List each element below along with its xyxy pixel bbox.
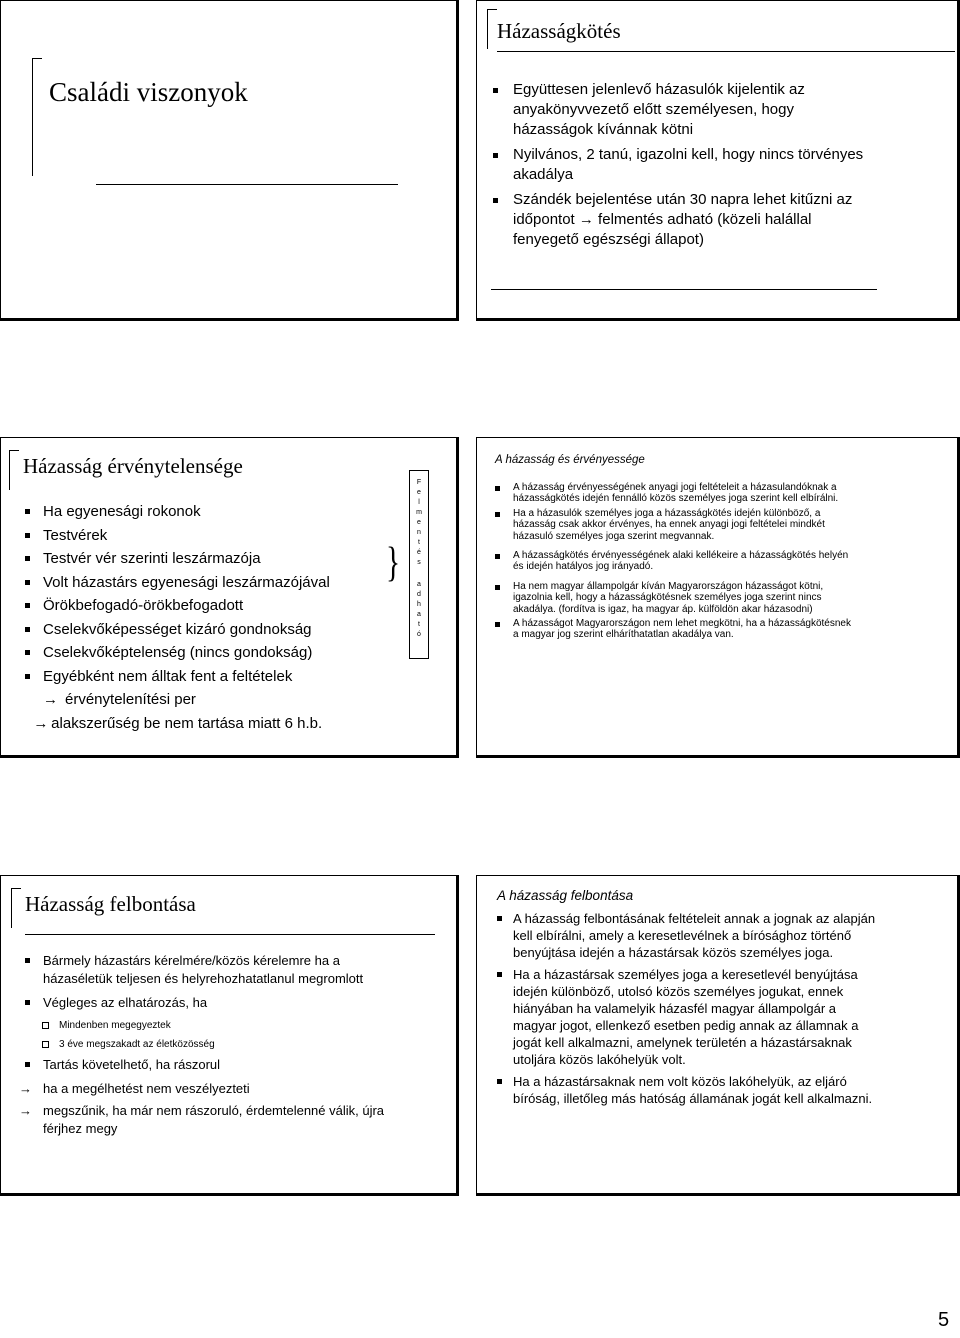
list-item: Nyilvános, 2 tanú, igazolni kell, hogy nincs törvényes akadálya	[493, 145, 873, 185]
side-label-letter: l	[418, 499, 420, 506]
slide-title: Házasság felbontása	[25, 892, 196, 916]
right-arrow-icon: →	[19, 1081, 32, 1096]
list-item: Ha egyenesági rokonok	[25, 500, 425, 524]
square-bullet-icon	[25, 1000, 30, 1005]
side-label-letter: t	[418, 539, 420, 546]
side-label-letter: ó	[417, 631, 421, 638]
side-label-letter: a	[417, 581, 421, 588]
arrow-line: → ha a megélhetést nem veszélyezteti	[19, 1081, 250, 1096]
list-item: Örökbefogadó-örökbefogadott	[25, 594, 425, 618]
title-frame-top-tick	[32, 58, 42, 59]
square-bullet-icon	[25, 650, 30, 655]
square-bullet-icon	[25, 674, 30, 679]
square-bullet-icon	[495, 585, 500, 590]
bullet-list	[493, 80, 873, 255]
sub-list-item: 3 éve megszakadt az életközösség	[25, 1037, 405, 1052]
hollow-square-bullet-icon	[42, 1022, 49, 1029]
side-label-letter: m	[416, 509, 422, 516]
right-arrow-icon: →	[43, 691, 58, 708]
arrow-line: → érvénytelenítési per	[25, 688, 425, 712]
side-label-letter: é	[417, 549, 421, 556]
list-item: A házasság felbontásának feltételeit annak a jognak az alapján kell elbírálni, amely a keresetlevélnek a bírósághoz történő benyújtása idején a házastársak közös személyes joga.	[497, 910, 877, 961]
slide-title: Házasságkötés	[497, 19, 621, 43]
side-label-letter: s	[417, 559, 421, 566]
side-label-letter: t	[418, 621, 420, 628]
title-frame-left	[11, 888, 12, 928]
list-item: Bármely házastárs kérelmére/közös kérelemre ha a házaséletük teljesen és helyrehozhatatlanul megromlott	[25, 952, 405, 988]
list-item: A házasságkötés érvényességének alaki kellékeire a házasságkötés helyén és idején hatályos jog irányadó.	[495, 550, 855, 573]
slide-hazassag-es-ervenyessege	[476, 437, 960, 758]
square-bullet-icon	[25, 580, 30, 585]
square-bullet-icon	[495, 486, 500, 491]
page-number: 5	[938, 1309, 950, 1331]
slide-hazassag-ervenytelensege	[0, 437, 459, 758]
square-bullet-icon	[497, 1079, 502, 1084]
sub-list-item: Mindenben megegyeztek	[25, 1018, 405, 1033]
side-label-letter: n	[417, 529, 421, 536]
slide-title: Családi viszonyok	[49, 77, 248, 107]
list-item: Testvér vér szerinti leszármazója	[25, 547, 425, 571]
slide-heading: A házasság felbontása	[497, 888, 634, 903]
title-underline	[25, 934, 435, 935]
list-item: A házasságot Magyarországon nem lehet megkötni, ha a házasságkötésnek a magyar jog szerint elháríthatatlan akadálya van.	[495, 618, 855, 641]
slide-csaladi-viszonyok	[0, 0, 459, 321]
title-frame-left	[9, 450, 10, 490]
side-label-letter: h	[417, 601, 421, 608]
right-arrow-icon: →	[19, 1103, 32, 1118]
list-item: Cselekvőképességet kizáró gondnokság	[25, 618, 425, 642]
square-bullet-icon	[495, 622, 500, 627]
square-bullet-icon	[493, 88, 498, 93]
vertical-side-label	[409, 470, 429, 659]
square-bullet-icon	[495, 554, 500, 559]
slide-hazassag-felbontasa	[0, 875, 459, 1196]
bullet-list	[495, 482, 855, 649]
slide-title: Házasság érvénytelensége	[23, 454, 243, 478]
square-bullet-icon	[25, 1062, 30, 1067]
side-label-letter: e	[417, 519, 421, 526]
list-item: Szándék bejelentése után 30 napra lehet kitűzni az időpontot → felmentés adható (közeli halállal fenyegető egészségi állapot)	[493, 190, 873, 250]
list-item: Egyébként nem álltak fent a feltételek	[25, 665, 425, 689]
right-arrow-icon: →	[25, 714, 49, 732]
footer-line	[491, 289, 877, 290]
square-bullet-icon	[493, 153, 498, 158]
list-item: Ha a házastársaknak nem volt közös lakóhelyük, az eljáró bíróság, illetőleg más hatóság államának jogát kell alkalmazni.	[497, 1073, 877, 1107]
title-frame-top-tick	[9, 450, 19, 451]
slide-a-hazassag-felbontasa	[476, 875, 960, 1196]
list-item: Tartás követelhető, ha rászorul	[25, 1056, 405, 1074]
side-label-letter: e	[417, 489, 421, 496]
square-bullet-icon	[497, 972, 502, 977]
list-item: Cselekvőképtelenség (nincs gondokság)	[25, 641, 425, 665]
side-label-letter: a	[417, 611, 421, 618]
square-bullet-icon	[25, 627, 30, 632]
bullet-list	[25, 500, 425, 735]
square-bullet-icon	[493, 198, 498, 203]
list-item: Volt házastárs egyenesági leszármazójával	[25, 571, 425, 595]
slide-body	[19, 952, 405, 1142]
square-bullet-icon	[497, 916, 502, 921]
title-underline	[96, 184, 398, 185]
square-bullet-icon	[25, 533, 30, 538]
list-item: Ha a házasulók személyes joga a házasságkötés idején különböző, a házasság csak akkor érvényes, ha ennek anyagi jogi feltételei mindkét házasuló személyes joga szerint megvannak.	[495, 508, 855, 542]
square-bullet-icon	[25, 603, 30, 608]
side-label-letter: F	[416, 479, 422, 486]
arrow-line: → megszűnik, ha már nem rászoruló, érdemtelenné válik, újra férjhez megy	[19, 1103, 385, 1136]
hollow-square-bullet-icon	[42, 1041, 49, 1048]
list-item: Együttesen jelenlevő házasulók kijelentik az anyakönyvvezető előtt személyesen, hogy házasságok kívánnak kötni	[493, 80, 873, 140]
list-item: Testvérek	[25, 524, 425, 548]
curly-brace: }	[386, 540, 401, 586]
arrow-line: → alakszerűség be nem tartása miatt 6 h.b.	[25, 712, 425, 736]
title-frame-left	[32, 58, 33, 176]
side-label-letter: d	[417, 591, 421, 598]
square-bullet-icon	[495, 512, 500, 517]
list-item: Ha a házastársak személyes joga a keresetlevél benyújtása idején különböző, utolsó közös személyes jogukat, ennek hiányában ha valamelyik házasfél magyar állampolgár a magyar jogot, ellenkező esetben pedig annak az államnak a jogát kell alkalmazni, amelynek területén a házastársaknak utoljára közös lakóhelyük volt.	[497, 966, 877, 1068]
title-frame-left	[487, 9, 488, 49]
square-bullet-icon	[25, 556, 30, 561]
list-item: Végleges az elhatározás, ha	[25, 994, 405, 1012]
bullet-list	[497, 910, 877, 1112]
square-bullet-icon	[25, 958, 30, 963]
slide-heading: A házasság és érvényessége	[495, 454, 645, 466]
list-item: Ha nem magyar állampolgár kíván Magyarországon házasságot kötni, igazolnia kell, hogy a házasságkötésnek személyes joga szerint nincs akadálya. (fordítva is igaz, ha magyar áp. külföldön akar házasodni)	[495, 581, 855, 615]
title-frame-top-tick	[11, 888, 21, 889]
list-item: A házasság érvényességének anyagi jogi feltételeit a házasulandóknak a házasságkötés idején fennálló közös személyes joga szerint kell elbírálni.	[495, 482, 855, 505]
title-underline	[497, 51, 955, 52]
slide-hazassagkotes	[476, 0, 960, 321]
square-bullet-icon	[25, 509, 30, 514]
title-frame-top-tick	[487, 9, 497, 10]
